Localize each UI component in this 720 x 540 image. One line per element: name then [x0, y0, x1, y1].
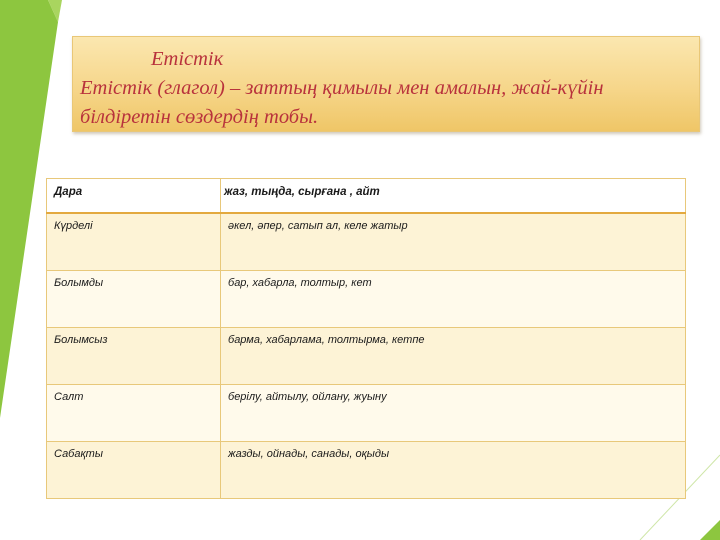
row-label: Дара [47, 179, 221, 214]
table-row [47, 271, 686, 328]
definition-text: Етістік (глагол) – заттың қимылы мен амалын, жай-күйін білдіретін сөздердің тобы. [80, 77, 604, 128]
row-label: Болымсыз [47, 328, 221, 385]
slide-heading: Етістік [151, 48, 224, 70]
title-box [72, 36, 700, 132]
bottom-right-green-corner [700, 520, 720, 540]
row-label: Болымды [47, 271, 221, 328]
row-examples: бар, хабарла, толтыр, кет [221, 271, 686, 328]
verb-types-table [46, 178, 686, 499]
row-examples: жазды, ойнады, санады, оқыды [221, 442, 686, 499]
row-examples: жаз, тыңда, сырғана , айт [221, 179, 686, 214]
row-label: Сабақты [47, 442, 221, 499]
table-row [47, 385, 686, 442]
row-examples: әкел, әпер, сатып ал, келе жатыр [221, 213, 686, 271]
row-examples: барма, хабарлама, толтырма, кетпе [221, 328, 686, 385]
table-header-row [47, 179, 686, 214]
table-row [47, 213, 686, 271]
row-label: Күрделі [47, 213, 221, 271]
row-label: Салт [47, 385, 221, 442]
table-row [47, 328, 686, 385]
row-examples: берілу, айтылу, ойлану, жуыну [221, 385, 686, 442]
table-row [47, 442, 686, 499]
